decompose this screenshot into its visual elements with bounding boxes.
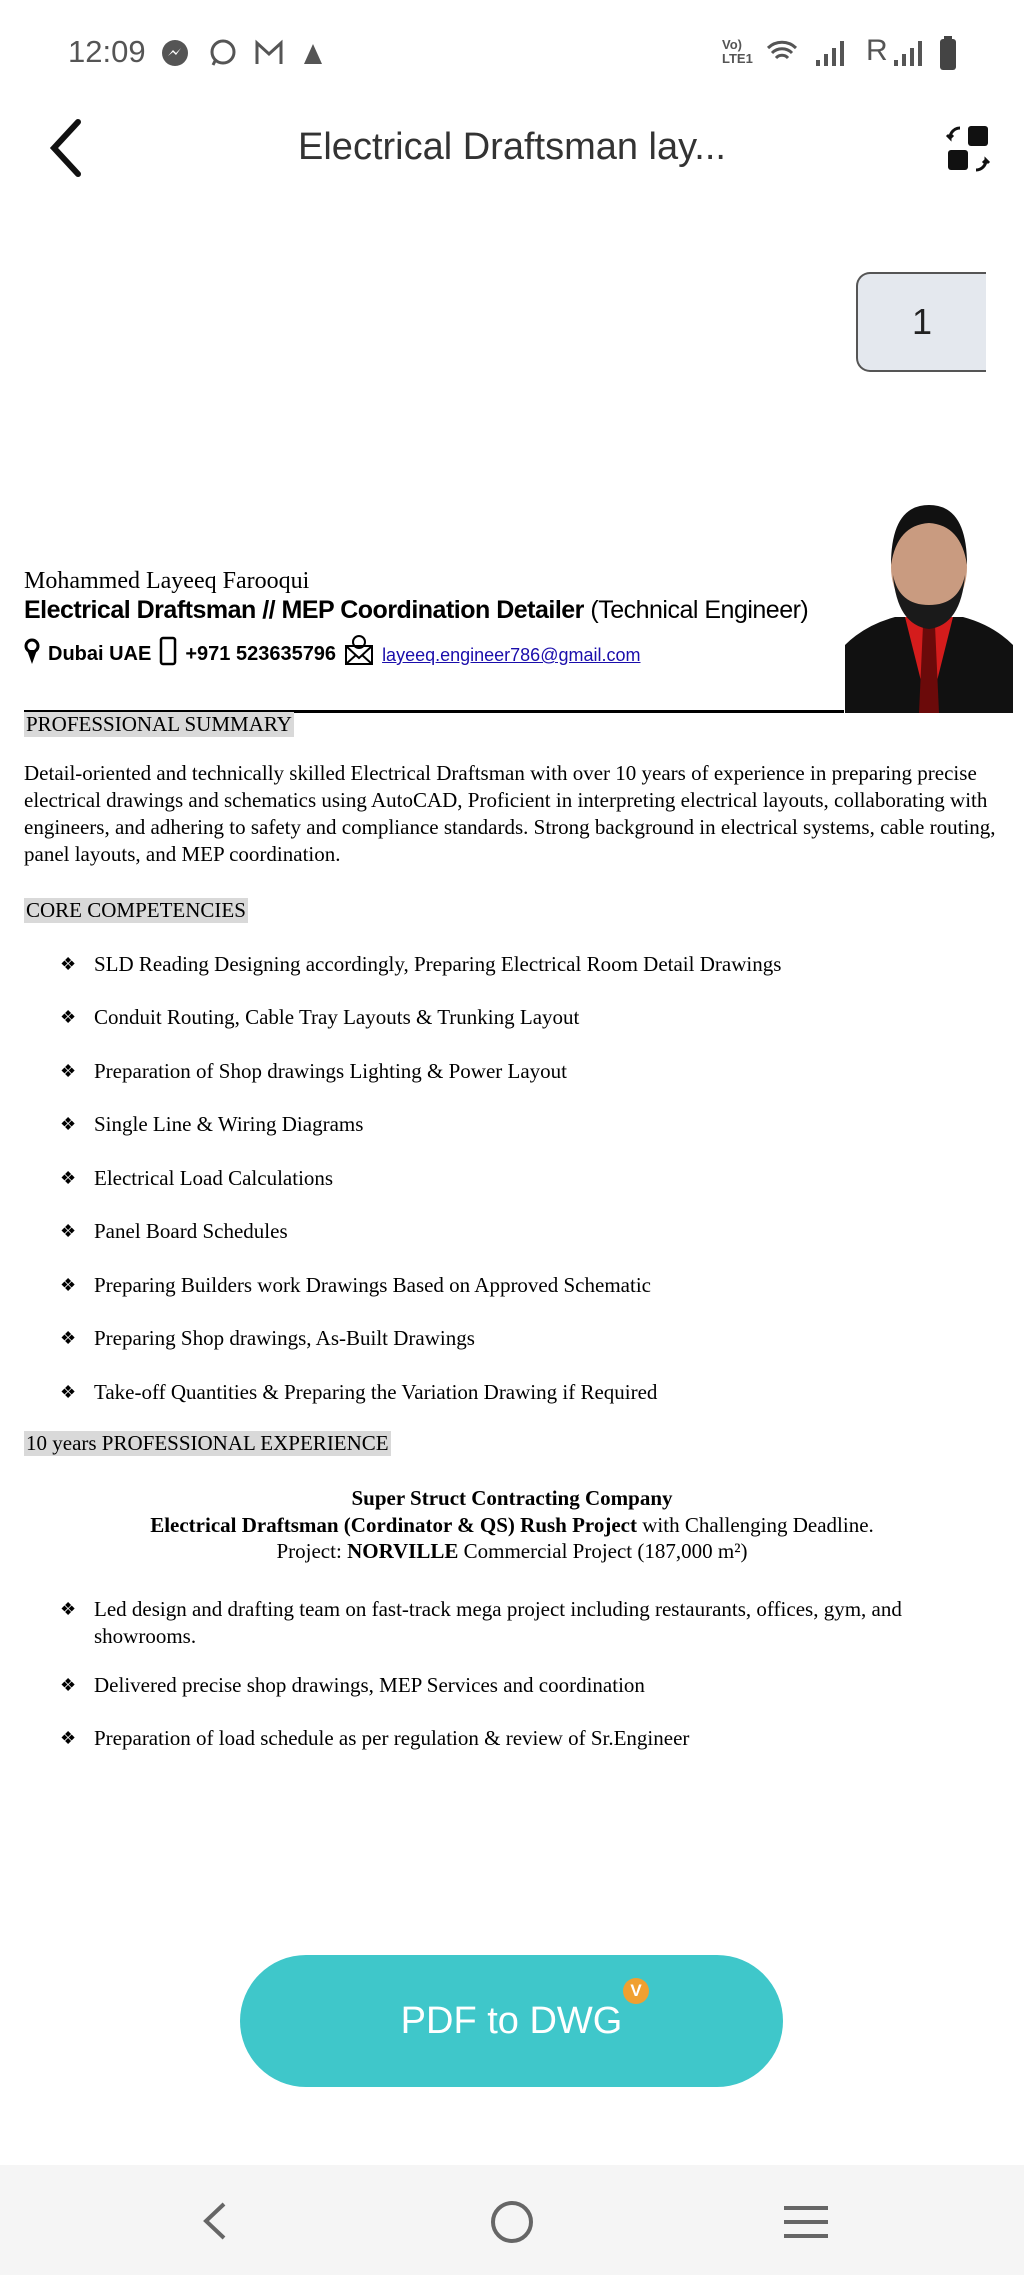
diamond-bullet-icon: ❖ [60, 1221, 77, 1241]
section-heading-competencies: CORE COMPETENCIES [26, 898, 246, 922]
item-text: Led design and drafting team on fast-track mega project including restaurants, offices, gym, and showrooms. [94, 1597, 902, 1648]
list-item [60, 1272, 960, 1299]
item-text: Single Line & Wiring Diagrams [94, 1112, 364, 1136]
role-line [0, 1513, 1024, 1538]
item-text: Conduit Routing, Cable Tray Layouts & Trunking Layout [94, 1005, 580, 1029]
item-text: Panel Board Schedules [94, 1219, 288, 1243]
item-text: Take-off Quantities & Preparing the Variation Drawing if Required [94, 1380, 658, 1404]
diamond-bullet-icon: ❖ [60, 1382, 77, 1402]
diamond-bullet-icon: ❖ [60, 1728, 77, 1748]
list-item [60, 1596, 920, 1650]
title-bold: Electrical Draftsman // MEP Coordination Detailer [24, 596, 584, 624]
project-rest: Commercial Project (187,000 m²) [458, 1539, 748, 1563]
wifi-icon [766, 38, 798, 68]
whatsapp-icon [208, 38, 238, 68]
signal-icon [814, 38, 844, 68]
diamond-bullet-icon: ❖ [60, 1675, 77, 1695]
status-bar [0, 0, 1024, 110]
item-text: Preparing Builders work Drawings Based on Approved Schematic [94, 1273, 651, 1297]
project-line [0, 1539, 1024, 1564]
location: Dubai UAE [48, 643, 152, 665]
system-nav-bar [0, 2165, 1024, 2275]
convert-icon[interactable] [944, 124, 994, 174]
list-item [60, 1672, 960, 1699]
email-link[interactable]: layeeq.engineer786@gmail.com [382, 645, 641, 665]
list-item [60, 1725, 960, 1752]
phone-icon [159, 636, 177, 666]
list-item [60, 1004, 960, 1031]
document-title: Electrical Draftsman lay... [298, 126, 726, 168]
item-text: Preparation of Shop drawings Lighting & Power Layout [94, 1059, 568, 1083]
menu-icon[interactable] [782, 2203, 830, 2241]
list-item [60, 951, 960, 978]
section-heading-experience: 10 years PROFESSIONAL EXPERIENCE [26, 1431, 389, 1455]
candidate-name: Mohammed Layeeq Farooqui [24, 568, 310, 594]
diamond-bullet-icon: ❖ [60, 1599, 77, 1619]
volte-icon: Vo) LTE1 [722, 37, 753, 66]
diamond-bullet-icon: ❖ [60, 1007, 77, 1027]
list-item [60, 1165, 960, 1192]
list-item [60, 1111, 960, 1138]
status-time: 12:09 [68, 34, 146, 69]
section-heading-summary: PROFESSIONAL SUMMARY [26, 712, 292, 736]
project-name: NORVILLE [347, 1539, 459, 1563]
pdf-to-dwg-button[interactable] [240, 1955, 783, 2087]
candidate-title [24, 596, 808, 625]
diamond-bullet-icon: ❖ [60, 1061, 77, 1081]
item-text: Delivered precise shop drawings, MEP Services and coordination [94, 1673, 645, 1697]
alert-icon [302, 38, 324, 68]
messenger-icon [160, 38, 190, 68]
email-icon [344, 634, 374, 666]
diamond-bullet-icon: ❖ [60, 1275, 77, 1295]
diamond-bullet-icon: ❖ [60, 1114, 77, 1134]
back-nav-icon[interactable] [200, 2200, 230, 2242]
gmail-icon [254, 38, 284, 68]
battery-icon [940, 36, 956, 70]
roaming-signal-icon [892, 38, 922, 68]
location-pin-icon [24, 638, 40, 666]
diamond-bullet-icon: ❖ [60, 1168, 77, 1188]
phone: +971 523635796 [185, 643, 337, 665]
role-bold: Electrical Draftsman (Cordinator & QS) Rush Project [150, 1513, 637, 1537]
button-label: PDF to DWG [400, 1999, 623, 2042]
summary-text: Detail-oriented and technically skilled Electrical Draftsman with over 10 years of experience in preparing precise electrical drawings and schematics using AutoCAD, Proficient in interpreting electrical layouts, collaborating with engineers, and adhering to safety and compliance standards. Strong background in electrical systems, cable routing, panel layouts, and MEP coordination. [24, 761, 996, 866]
item-text: Preparing Shop drawings, As-Built Drawings [94, 1326, 475, 1350]
company-name: Super Struct Contracting Company [351, 1486, 673, 1510]
list-item [60, 1379, 960, 1406]
list-item [60, 1218, 960, 1245]
list-item [60, 1058, 960, 1085]
profile-photo [845, 495, 1013, 713]
diamond-bullet-icon: ❖ [60, 954, 77, 974]
title-rest: (Technical Engineer) [583, 596, 809, 624]
list-item [60, 1325, 960, 1352]
page-indicator: 1 [856, 272, 986, 372]
item-text: Preparation of load schedule as per regulation & review of Sr.Engineer [94, 1726, 690, 1750]
role-rest: with Challenging Deadline. [637, 1513, 874, 1537]
diamond-bullet-icon: ❖ [60, 1328, 77, 1348]
roaming-indicator: R [866, 34, 888, 67]
item-text: Electrical Load Calculations [94, 1166, 334, 1190]
home-icon[interactable] [489, 2199, 535, 2245]
project-prefix: Project: [276, 1539, 348, 1563]
item-text: SLD Reading Designing accordingly, Preparing Electrical Room Detail Drawings [94, 952, 782, 976]
contact-line [24, 634, 641, 666]
vip-badge: V [623, 1978, 649, 2004]
